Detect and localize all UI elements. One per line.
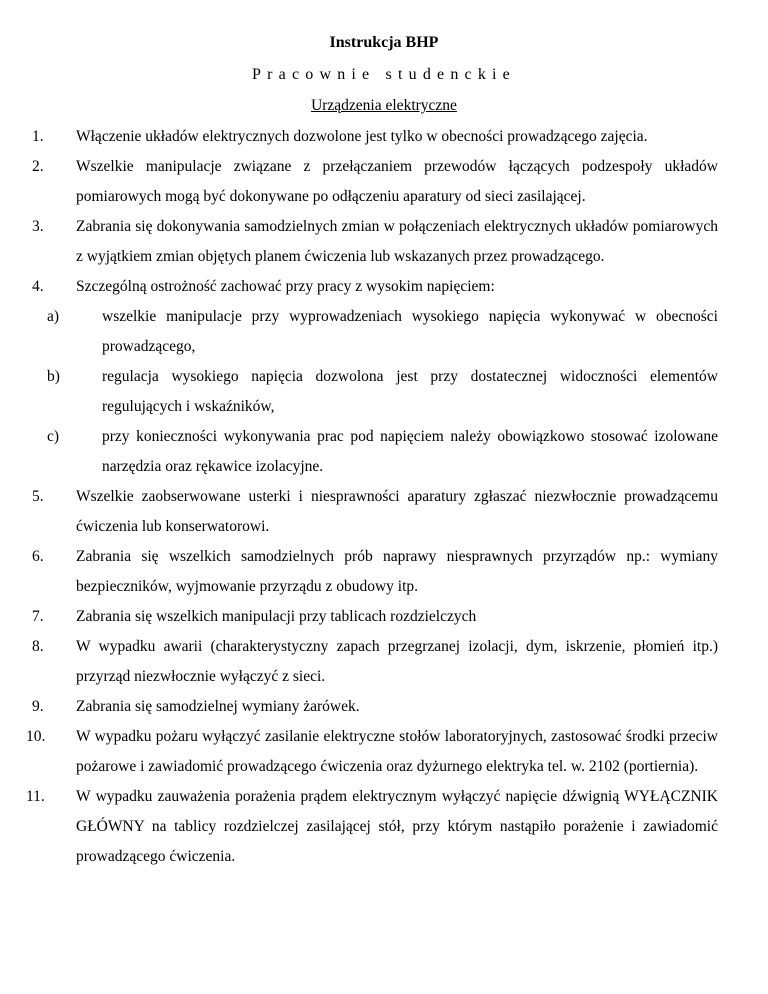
item-text: Wszelkie manipulacje związane z przełączaniem przewodów łączących podzespoły układów pomiarowych mogą być dokonywane po odłączeniu aparatury od sieci zasilającej. [76,158,718,205]
list-item [32,692,718,722]
sub-list-item [32,362,718,422]
item-text: Zabrania się wszelkich manipulacji przy tablicach rozdzielczych [76,608,477,625]
list-item [32,212,718,272]
document-title: Instrukcja BHP [329,34,439,51]
item-text: W wypadku awarii (charakterystyczny zapach przegrzanej izolacji, dym, iskrzenie, płomień itp.) przyrząd niezwłocznie wyłączyć z sieci. [76,638,718,685]
list-item [32,482,718,542]
list-item [32,602,718,632]
list-item [32,152,718,212]
sub-item-number: b) [47,368,60,385]
item-number: 7. [32,608,44,625]
section-heading: Urządzenia elektryczne [311,97,457,114]
sub-list-item [32,422,718,482]
item-text: Wszelkie zaobserwowane usterki i niesprawności aparatury zgłaszać niezwłocznie prowadzącemu ćwiczenia lub konserwatorowi. [76,488,718,535]
document-subtitle: Pracownie studenckie [252,66,516,83]
item-text: Zabrania się samodzielnej wymiany żarówek. [76,698,360,715]
list-item [32,632,718,692]
item-number: 1. [32,128,44,145]
list-item [32,542,718,602]
item-number: 9. [32,698,44,715]
sub-item-number: c) [47,428,60,445]
item-number: 2. [32,158,44,175]
list-item [32,272,718,482]
item-text: Szczególną ostrożność zachować przy pracy z wysokim napięciem: [76,278,495,295]
sub-list-item [32,302,718,362]
list-item [32,122,718,152]
item-number: 3. [32,218,44,235]
item-number: 5. [32,488,44,505]
item-text: Zabrania się wszelkich samodzielnych prób naprawy niesprawnych przyrządów np.: wymiany bezpieczników, wyjmowanie przyrządu z obudowy itp. [76,548,718,595]
item-number: 6. [32,548,44,565]
sub-item-text: przy konieczności wykonywania prac pod napięciem należy obowiązkowo stosować izolowane narzędzia oraz rękawice izolacyjne. [102,428,718,475]
item-number: 8. [32,638,44,655]
item-text: Zabrania się dokonywania samodzielnych zmian w połączeniach elektrycznych układów pomiarowych z wyjątkiem zmian objętych planem ćwiczenia lub wskazanych przez prowadzącego. [76,218,718,265]
item-text: W wypadku zauważenia porażenia prądem elektrycznym wyłączyć napięcie dźwignią WYŁĄCZNIK GŁÓWNY na tablicy rozdzielczej zasilającej stół, przy którym nastąpiło porażenie i zawiadomić prowadzącego ćwiczenia. [76,788,718,865]
sub-item-text: wszelkie manipulacje przy wyprowadzeniach wysokiego napięcia wykonywać w obecności prowadzącego, [102,308,718,355]
rules-list [26,122,718,872]
sub-list [47,302,718,482]
item-number: 11. [26,788,45,805]
item-number: 10. [26,728,46,745]
item-text: Włączenie układów elektrycznych dozwolone jest tylko w obecności prowadzącego zajęcia. [76,128,648,145]
item-text: W wypadku pożaru wyłączyć zasilanie elektryczne stołów laboratoryjnych, zastosować środki przeciw pożarowe i zawiadomić prowadzącego ćwiczenia oraz dyżurnego elektryka tel. w. 2102 (portiernia). [76,728,718,775]
list-item [26,722,718,782]
sub-item-text: regulacja wysokiego napięcia dozwolona jest przy dostatecznej widoczności elementów regulujących i wskaźników, [102,368,718,415]
list-item [26,782,718,872]
item-number: 4. [32,278,44,295]
sub-item-number: a) [47,308,60,325]
